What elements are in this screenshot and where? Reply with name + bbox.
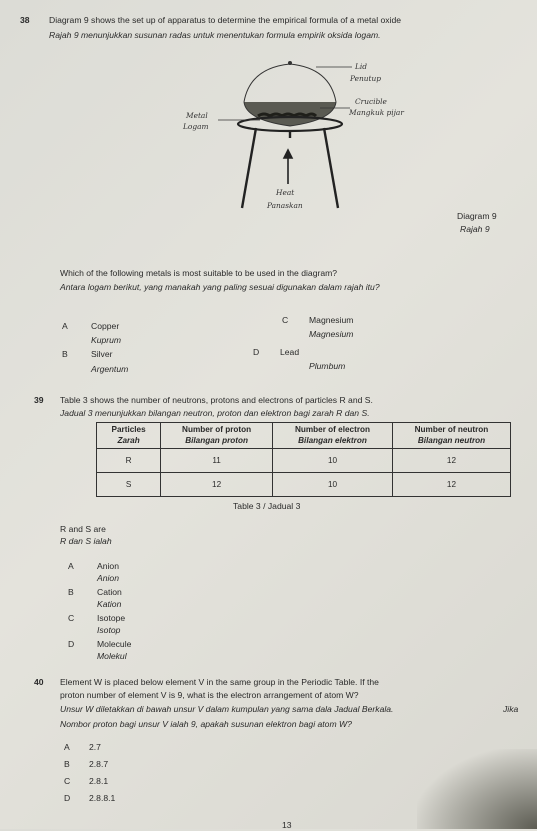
q39-option-d-letter: D (68, 639, 75, 649)
cell-proton-r: 11 (161, 449, 273, 473)
cell-proton-s: 12 (161, 473, 273, 497)
q38-option-b-ms: Argentum (91, 364, 129, 374)
diagram-caption-ms: Rajah 9 (460, 224, 490, 234)
q40-stem-ms-line2: Nombor proton bagi unsur V ialah 9, apakah susunan elektron bagi atom W? (60, 719, 352, 729)
label-metal: Metal (186, 111, 208, 120)
cell-particle-s: S (97, 473, 161, 497)
label-heat: Heat (276, 188, 295, 197)
q38-option-d-en: Lead (280, 347, 300, 357)
q38-option-a-letter: A (62, 321, 68, 331)
q38-option-b-letter: B (62, 349, 68, 359)
label-crucible: Crucible (355, 97, 387, 106)
cell-electron-s: 10 (273, 473, 393, 497)
q39-option-b-en: Cation (97, 587, 122, 597)
header-neutron: Number of neutron Bilangan neutron (392, 423, 510, 449)
q38-option-d-ms: Plumbum (309, 361, 346, 371)
q39-option-b-ms: Kation (97, 599, 122, 609)
header-particles: Particles Zarah (97, 423, 161, 449)
q38-option-a-en: Copper (91, 321, 120, 331)
q38-option-c-en: Magnesium (309, 315, 354, 325)
photo-corner-shadow (417, 749, 537, 829)
q38-number: 38 (20, 15, 30, 25)
q40-stem-en-line1: Element W is placed below element V in the same group in the Periodic Table. If the (60, 677, 379, 687)
table-row (97, 473, 511, 497)
cell-electron-r: 10 (273, 449, 393, 473)
crucible-shape (244, 102, 336, 126)
q40-option-b-letter: B (64, 759, 70, 769)
q40-option-b-value: 2.8.7 (89, 759, 109, 769)
cell-neutron-r: 12 (392, 449, 510, 473)
q38-option-d-letter: D (253, 347, 260, 357)
q39-option-a-letter: A (68, 561, 74, 571)
label-lid-ms: Penutup (350, 74, 381, 83)
label-lid: Lid (355, 62, 368, 71)
label-crucible-ms: Mangkuk pijar (349, 108, 404, 117)
heat-arrow (284, 150, 292, 184)
q39-option-c-letter: C (68, 613, 75, 623)
header-proton: Number of proton Bilangan proton (161, 423, 273, 449)
q39-option-c-ms: Isotop (97, 625, 121, 635)
q38-option-c-letter: C (282, 315, 289, 325)
q40-stem-ms-line1: Unsur W diletakkan di bawah unsur V dalam kumpulan yang sama dala Jadual Berkala. (60, 704, 394, 714)
cell-neutron-s: 12 (392, 473, 510, 497)
q40-option-a-value: 2.7 (89, 742, 101, 752)
header-electron: Number of electron Bilangan elektron (273, 423, 393, 449)
label-heat-ms: Panaskan (267, 201, 303, 210)
q38-question-en: Which of the following metals is most suitable to be used in the diagram? (60, 268, 338, 278)
table-caption: Table 3 / Jadual 3 (233, 501, 301, 511)
q39-question-ms: R dan S ialah (60, 536, 112, 546)
label-metal-ms: Logam (183, 122, 209, 131)
q39-number: 39 (34, 395, 44, 405)
table-row (97, 449, 511, 473)
q38-option-c-ms: Magnesium (309, 329, 354, 339)
q40-number: 40 (34, 677, 44, 687)
q39-stem-en: Table 3 shows the number of neutrons, protons and electrons of particles R and S. (60, 395, 373, 405)
particles-table (96, 422, 511, 497)
q38-stem-en: Diagram 9 shows the set up of apparatus to determine the empirical formula of a metal oxide (49, 15, 402, 25)
q39-option-b-letter: B (68, 587, 74, 597)
cell-particle-r: R (97, 449, 161, 473)
q40-option-d-value: 2.8.8.1 (89, 793, 116, 803)
q38-stem-ms: Rajah 9 menunjukkan susunan radas untuk menentukan formula empirik oksida logam. (49, 30, 381, 40)
q39-option-d-en: Molecule (97, 639, 132, 649)
q38-option-b-en: Silver (91, 349, 113, 359)
q39-option-a-ms: Anion (97, 573, 119, 583)
crucible-apparatus-diagram (170, 58, 370, 223)
q39-stem-ms: Jadual 3 menunjukkan bilangan neutron, proton dan elektron bagi zarah R dan S. (60, 408, 370, 418)
q40-option-c-letter: C (64, 776, 71, 786)
table-header-row (97, 423, 511, 449)
q40-stem-en-line2: proton number of element V is 9, what is the electron arrangement of atom W? (60, 690, 359, 700)
q40-option-a-letter: A (64, 742, 70, 752)
q39-option-a-en: Anion (97, 561, 119, 571)
diagram-caption-en: Diagram 9 (457, 211, 497, 221)
page-number: 13 (282, 820, 292, 830)
q40-stem-ms-line1b: Jika (503, 704, 519, 714)
q39-question-en: R and S are (60, 524, 106, 534)
q40-option-d-letter: D (64, 793, 71, 803)
q38-option-a-ms: Kuprum (91, 335, 122, 345)
q39-option-c-en: Isotope (97, 613, 126, 623)
q38-question-ms: Antara logam berikut, yang manakah yang paling sesuai digunakan dalam rajah itu? (60, 282, 380, 292)
q39-option-d-ms: Molekul (97, 651, 127, 661)
q40-option-c-value: 2.8.1 (89, 776, 109, 786)
